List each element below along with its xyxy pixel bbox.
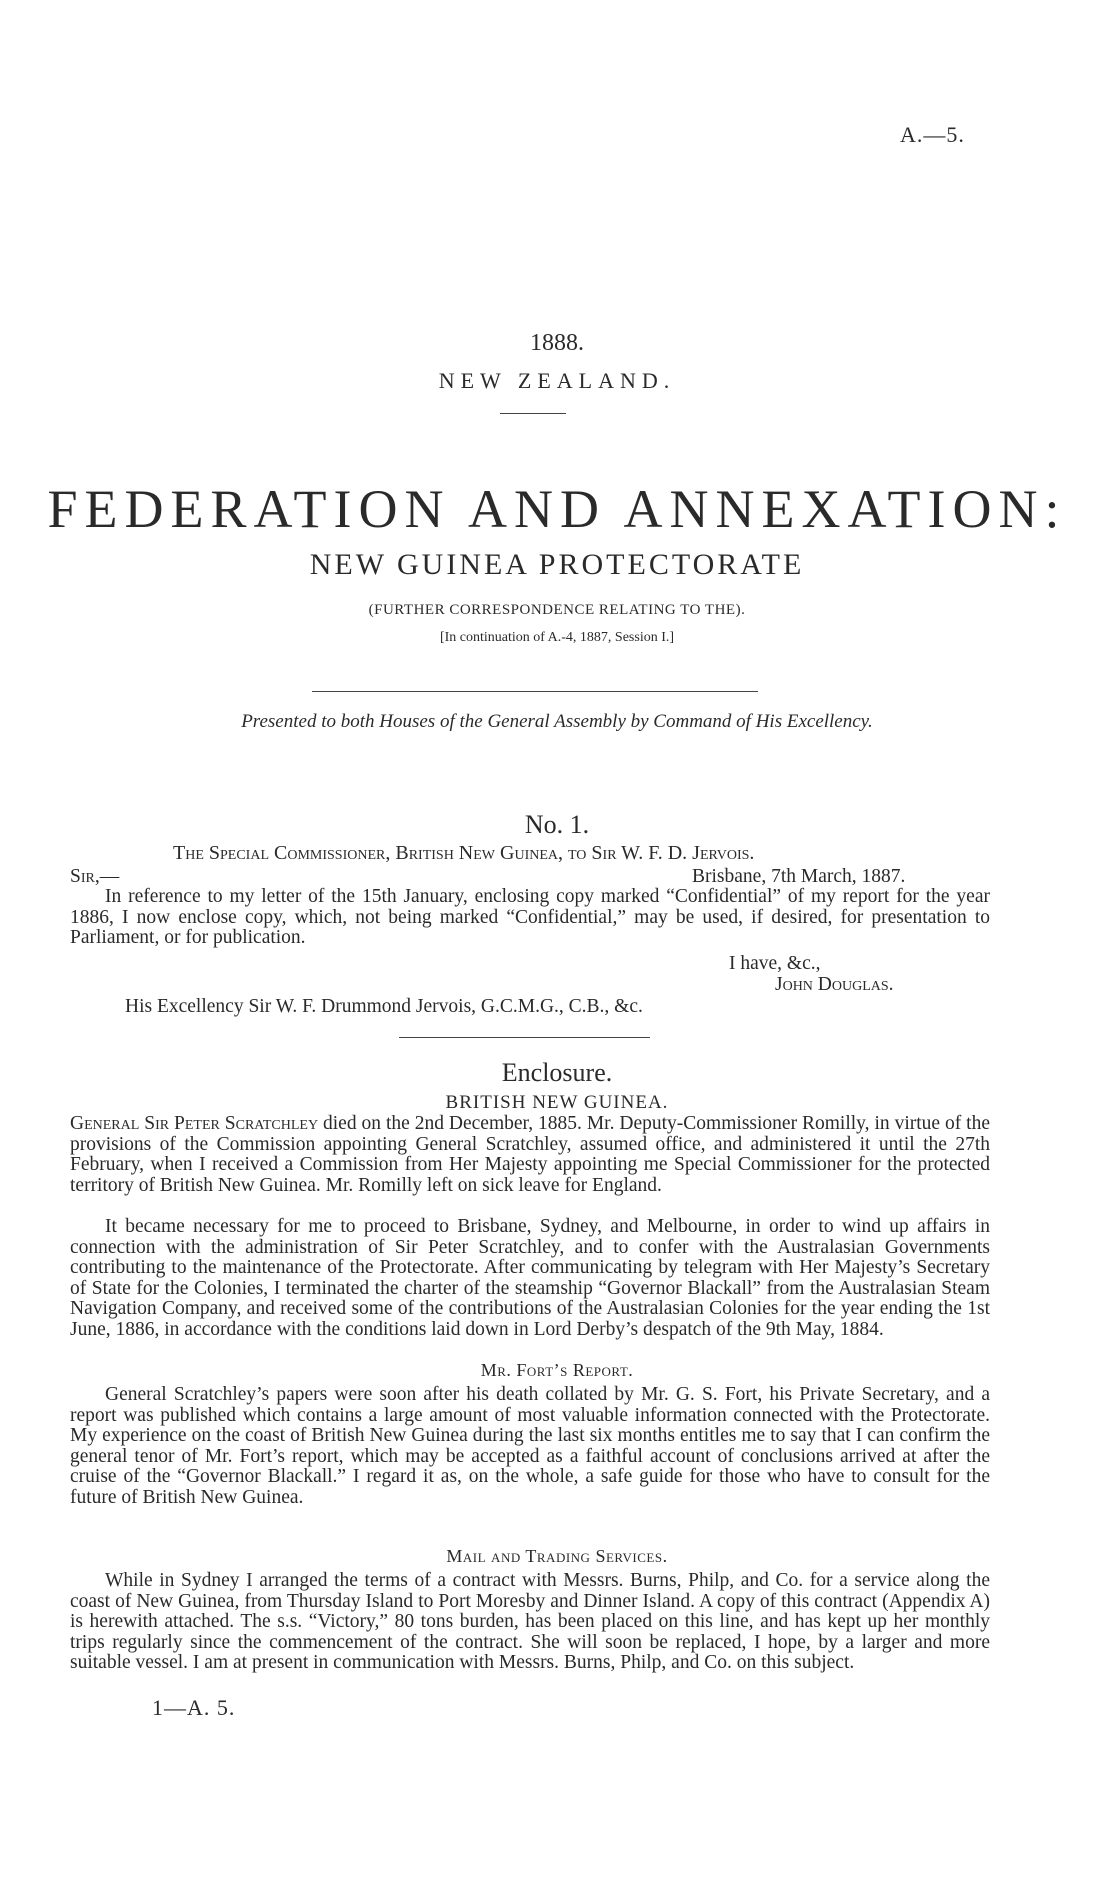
section-heading-forts-report: Mr. Fort’s Report. — [480, 1360, 634, 1380]
sub-subtitle: (FURTHER CORRESPONDENCE RELATING TO THE). — [368, 602, 746, 618]
enclosure-divider — [399, 1037, 650, 1038]
letter-closing: I have, &c., — [729, 953, 821, 974]
country: NEW ZEALAND. — [438, 368, 676, 393]
letter-body — [70, 887, 990, 949]
title-divider-short — [500, 413, 566, 414]
presented-line: Presented to both Houses of the General Assembly by Command of His Excellency. — [241, 711, 873, 732]
enclosure-paragraph-1-text: died on the 2nd December, 1885. Mr. Deputy-Commissioner Romilly, in virtue of the provisions of the Commission appointing General Scratchley, assumed office, and administered it until the 27th February, when I received a Commission from Her Majesty appointing me Special Commissioner for the protected territory of British New Guinea. Mr. Romilly left on sick leave for England. — [70, 1113, 990, 1196]
main-title: FEDERATION AND ANNEXATION: — [47, 479, 1067, 539]
enclosure-paragraph-3 — [70, 1385, 990, 1508]
letter-number: No. 1. — [524, 810, 590, 839]
enclosure-heading: Enclosure. — [501, 1058, 613, 1087]
letter-salutation: Sir,— — [70, 866, 120, 887]
enclosure-paragraph-4-text: While in Sydney I arranged the terms of a contract with Messrs. Burns, Philp, and Co. for a service along the coast of New Guinea, from Thursday Island to Port Moresby and Dinner Island. A copy of this contract (Appendix A) is herewith attached. The s.s. “Victory,” 80 tons burden, has been placed on this line, and has kept up her monthly trips regularly since the commencement of the contract. She will soon be replaced, I hope, by a larger and more suitable vessel. I am at present in communication with Messrs. Burns, Philp, and Co. on this subject. — [70, 1570, 990, 1673]
enclosure-paragraph-1 — [70, 1114, 990, 1196]
letter-place-date: Brisbane, 7th March, 1887. — [692, 866, 906, 887]
signature-mark: 1—A. 5. — [152, 1695, 236, 1720]
letter-addressee: His Excellency Sir W. F. Drummond Jervois, G.C.M.G., C.B., &c. — [125, 996, 643, 1017]
presented-divider — [312, 691, 758, 692]
enclosure-paragraph-2-text: It became necessary for me to proceed to Brisbane, Sydney, and Melbourne, in order to wind up affairs in connection with the administration of Sir Peter Scratchley, and to confer with the Australasian Governments contributing to the maintenance of the Protectorate. After communicating by telegram with Her Majesty’s Secretary of State for the Colonies, I terminated the charter of the steamship “Governor Blackall” from the Australasian Steam Navigation Company, and received some of the contributions of the Australasian Colonies for the year ending the 1st June, 1886, in accordance with the conditions laid down in Lord Derby’s despatch of the 9th May, 1884. — [70, 1216, 990, 1340]
enclosure-paragraph-4 — [70, 1571, 990, 1674]
enclosure-lead-name: General Sir Peter Scratchley — [70, 1113, 319, 1134]
page-reference: A.—5. — [900, 122, 965, 147]
enclosure-paragraph-3-text: General Scratchley’s papers were soon after his death collated by Mr. G. S. Fort, his Private Secretary, and a report was published which contains a large amount of most valuable information connected with the Protectorate. My experience on the coast of British New Guinea during the last six months entitles me to say that I can confirm the general tenor of Mr. Fort’s report, which may be accepted as a faithful account of conclusions arrived at after the cruise of the “Governor Blackall.” I regard it as, on the whole, a safe guide for those who have to consult for the future of British New Guinea. — [70, 1384, 990, 1508]
enclosure-paragraph-2 — [70, 1217, 990, 1340]
continuation-note: [In continuation of A.-4, 1887, Session I.] — [439, 630, 675, 645]
section-heading-mail-trading: Mail and Trading Services. — [446, 1546, 668, 1566]
subtitle: NEW GUINEA PROTECTORATE — [309, 548, 805, 581]
letter-from-line: The Special Commissioner, British New Guinea, to Sir W. F. D. Jervois. — [173, 842, 755, 864]
letter-signature: John Douglas. — [775, 974, 894, 995]
enclosure-subheading: BRITISH NEW GUINEA. — [445, 1092, 669, 1113]
letter-body-text: In reference to my letter of the 15th January, enclosing copy marked “Confidential” of my report for the year 1886, I now enclose copy, which, not being marked “Confidential,” may be used, if desired, for presentation to Parliament, or for publication. — [70, 886, 990, 948]
year: 1888. — [530, 330, 584, 356]
